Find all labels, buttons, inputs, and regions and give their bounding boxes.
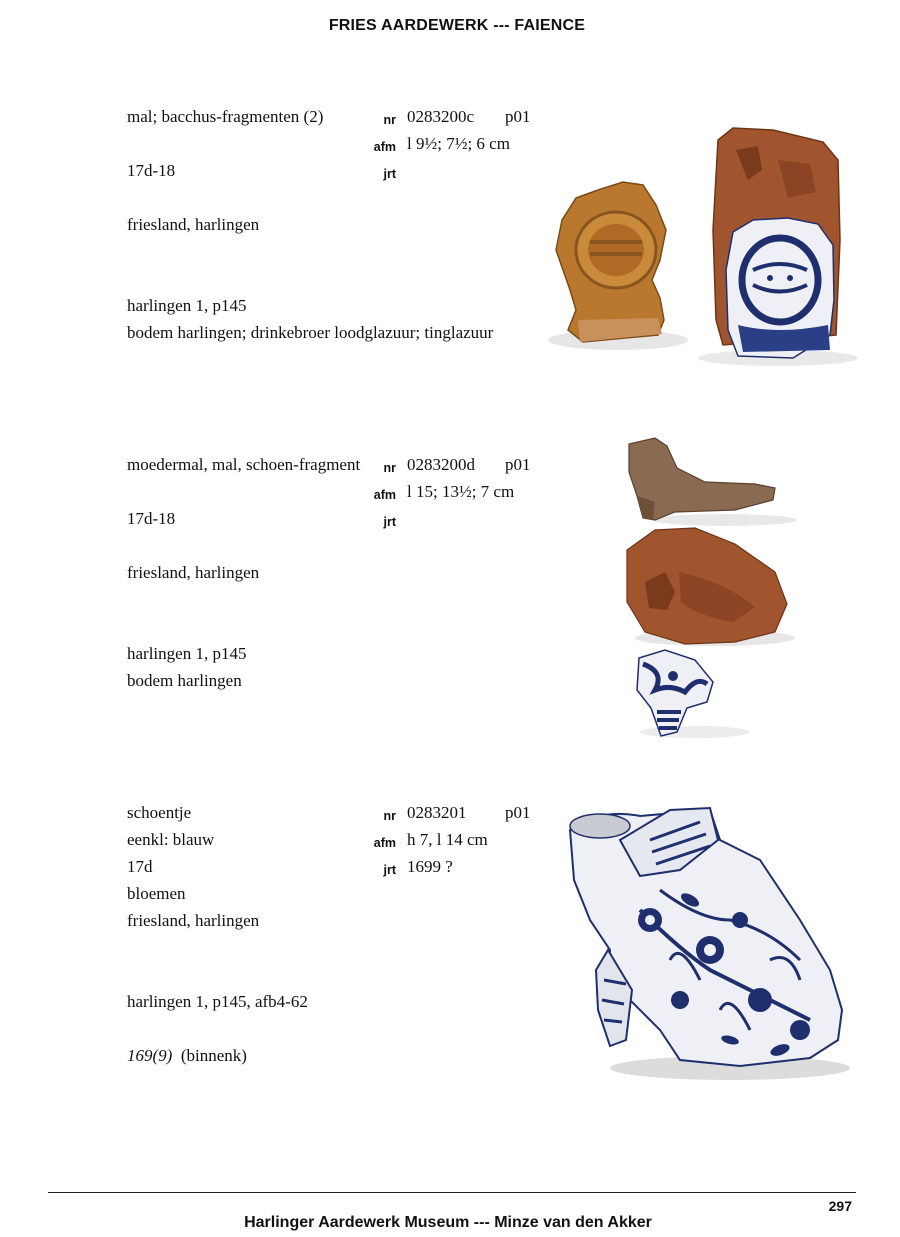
- field-voorbeeld: [0, 269, 560, 296]
- field-voorstelling: [0, 536, 560, 563]
- value-opschrift-mark: 169(9): [127, 1046, 173, 1065]
- field-voorwerp: [0, 455, 560, 482]
- page-title: FRIES AARDEWERK --- FAIENCE: [328, 17, 586, 34]
- field-opschrift: [0, 698, 560, 725]
- field-kleur: [0, 482, 560, 509]
- label-nr: nr: [383, 461, 396, 475]
- value-fabrikaat: friesland, harlingen: [127, 215, 260, 234]
- field-voorwerp: [0, 107, 560, 134]
- field-schilder: [0, 590, 560, 617]
- value-kleur: eenkl: blauw: [127, 830, 215, 849]
- field-voorwerp: [0, 803, 560, 830]
- field-kleur: [0, 134, 560, 161]
- field-datering: [0, 161, 560, 188]
- value-page-ref: p01: [505, 803, 531, 822]
- footer-rule: [48, 1192, 856, 1193]
- value-datering: 17d: [127, 857, 153, 876]
- page-number: 297: [828, 1198, 852, 1214]
- value-page-ref: p01: [505, 107, 531, 126]
- field-fabrikaat: [0, 911, 560, 938]
- value-voorwerp: schoentje: [127, 803, 192, 822]
- label-jrt: jrt: [383, 515, 396, 529]
- field-schilder: [0, 938, 560, 965]
- field-voorbeeld: [0, 617, 560, 644]
- label-afm: afm: [373, 488, 396, 502]
- footer-text: Harlinger Aardewerk Museum --- Minze van den Akker: [244, 1214, 652, 1231]
- label-jrt: jrt: [383, 167, 396, 181]
- field-datering: [0, 509, 560, 536]
- label-afm: afm: [373, 140, 396, 154]
- field-opmerking: [0, 1019, 560, 1046]
- value-afm: h 7, l 14 cm: [407, 830, 488, 849]
- field-voorstelling: [0, 188, 560, 215]
- value-voorstelling: bloemen: [127, 884, 186, 903]
- label-afm: afm: [373, 836, 396, 850]
- field-fabrikaat: [0, 563, 560, 590]
- field-literatuur: [0, 296, 560, 323]
- field-opmerking: [0, 671, 560, 698]
- field-datering: [0, 857, 560, 884]
- field-opmerking: [0, 323, 560, 350]
- value-nr: 0283200d: [407, 455, 475, 474]
- value-voorwerp: moedermal, mal, schoen-fragment: [127, 455, 361, 474]
- label-nr: nr: [383, 809, 396, 823]
- photo-blue-shoe: [560, 800, 860, 1088]
- field-voorbeeld: [0, 965, 560, 992]
- field-literatuur: [0, 644, 560, 671]
- value-datering: 17d-18: [127, 161, 176, 180]
- photo-shoe-molds: [615, 432, 805, 752]
- value-datering: 17d-18: [127, 509, 176, 528]
- field-schilder: [0, 242, 560, 269]
- photo-bacchus-fragments: [548, 120, 860, 368]
- label-jrt: jrt: [383, 863, 396, 877]
- value-nr: 0283201: [407, 803, 467, 822]
- field-kleur: [0, 830, 560, 857]
- value-afm: l 9½; 7½; 6 cm: [407, 134, 510, 153]
- value-opmerking: bodem harlingen: [127, 671, 242, 690]
- field-fabrikaat: [0, 215, 560, 242]
- field-voorstelling: [0, 884, 560, 911]
- field-opschrift: [0, 1046, 560, 1073]
- value-fabrikaat: friesland, harlingen: [127, 563, 260, 582]
- value-opmerking: bodem harlingen; drinkebroer loodglazuur; tinglazuur: [127, 323, 494, 342]
- value-literatuur: harlingen 1, p145, afb4-62: [127, 992, 308, 1011]
- field-opschrift: [0, 350, 560, 377]
- value-afm: l 15; 13½; 7 cm: [407, 482, 515, 501]
- value-fabrikaat: friesland, harlingen: [127, 911, 260, 930]
- value-literatuur: harlingen 1, p145: [127, 296, 247, 315]
- value-voorwerp: mal; bacchus-fragmenten (2): [127, 107, 324, 126]
- label-nr: nr: [383, 113, 396, 127]
- value-nr: 0283200c: [407, 107, 475, 126]
- value-page-ref: p01: [505, 455, 531, 474]
- value-opschrift: [127, 1046, 247, 1066]
- value-literatuur: harlingen 1, p145: [127, 644, 247, 663]
- value-jrt: 1699 ?: [407, 857, 453, 876]
- value-opschrift-note: (binnenk): [180, 1046, 247, 1065]
- field-literatuur: [0, 992, 560, 1019]
